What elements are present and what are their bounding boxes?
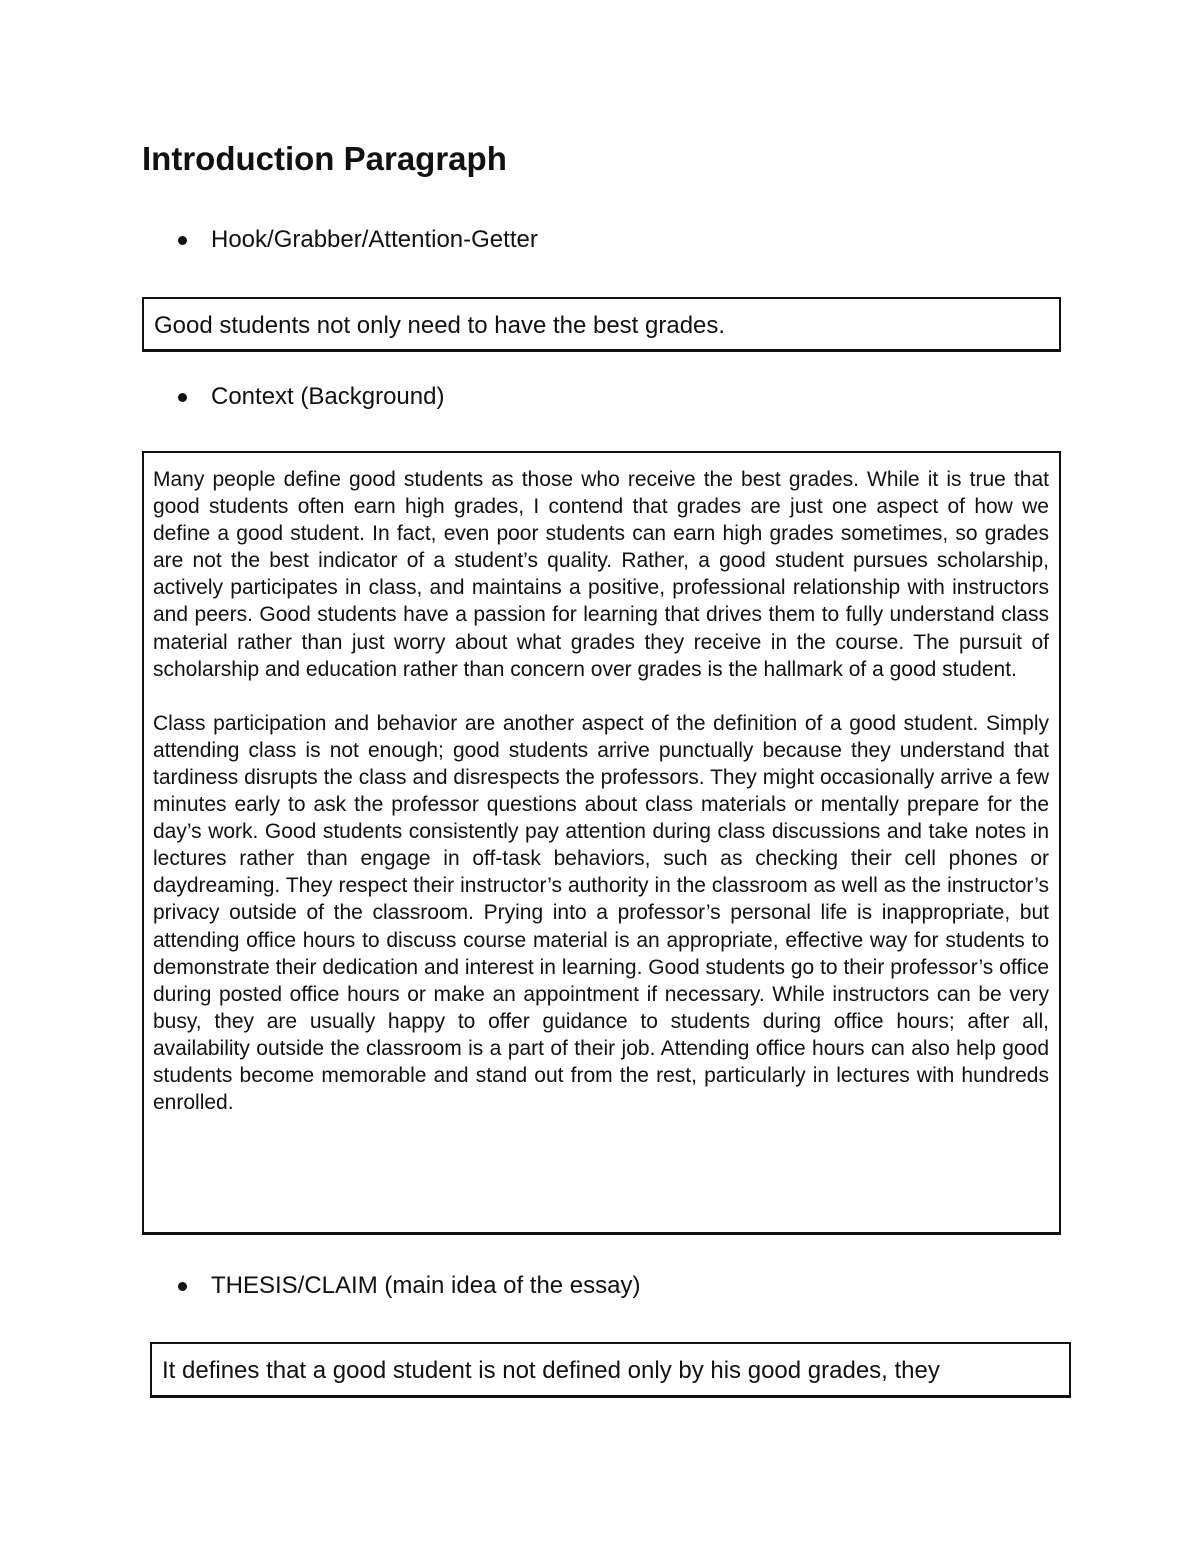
page-title: Introduction Paragraph	[142, 140, 507, 177]
context-paragraph-2: Class participation and behavior are another aspect of the definition of a good student. Simply attending class is not enough; good students arrive punctually because they understand that tardiness disrupts the class and disrespects the professors. They might occasionally arrive a few minutes early to ask the professor questions about class materials or mentally prepare for the day’s work. Good students consistently pay attention during class discussions and take notes in lectures rather than engage in off-task behaviors, such as checking their cell phones or daydreaming. They respect their instructor’s authority in the classroom as well as the instructor’s privacy outside of the classroom. Prying into a professor’s personal life is inappropriate, but attending office hours to discuss course material is an appropriate, effective way for students to demonstrate their dedication and interest in learning. Good students go to their professor’s office during posted office hours or make an appointment if necessary. While instructors can be very busy, they are usually happy to offer guidance to students during office hours; after all, availability outside the classroom is a part of their job. Attending office hours can also help good students become memorable and stand out from the rest, particularly in lectures with hundreds enrolled.	[153, 711, 1049, 1115]
context-text-box[interactable]	[142, 451, 1061, 1235]
bullet-icon	[178, 236, 187, 245]
hook-label: Hook/Grabber/Attention-Getter	[211, 226, 538, 253]
hook-text-box[interactable]	[142, 297, 1061, 352]
thesis-label: THESIS/CLAIM (main idea of the essay)	[211, 1272, 641, 1299]
hook-section-heading	[178, 226, 538, 254]
bullet-icon	[178, 1282, 187, 1291]
thesis-text-box[interactable]	[150, 1342, 1071, 1398]
thesis-text: It defines that a good student is not defined only by his good grades, they	[162, 1357, 940, 1384]
context-label: Context (Background)	[211, 383, 445, 410]
hook-text: Good students not only need to have the best grades.	[154, 312, 726, 339]
context-paragraph-1: Many people define good students as those who receive the best grades. While it is true that good students often earn high grades, I contend that grades are just one aspect of how we define a good student. In fact, even poor students can earn high grades sometimes, so grades are not the best indicator of a student’s quality. Rather, a good student pursues scholarship, actively participates in class, and maintains a positive, professional relationship with instructors and peers. Good students have a passion for learning that drives them to fully understand class material rather than just worry about what grades they receive in the course. The pursuit of scholarship and education rather than concern over grades is the hallmark of a good student.	[153, 468, 1049, 681]
bullet-icon	[178, 393, 187, 402]
context-section-heading	[178, 383, 444, 411]
thesis-section-heading	[178, 1272, 641, 1300]
